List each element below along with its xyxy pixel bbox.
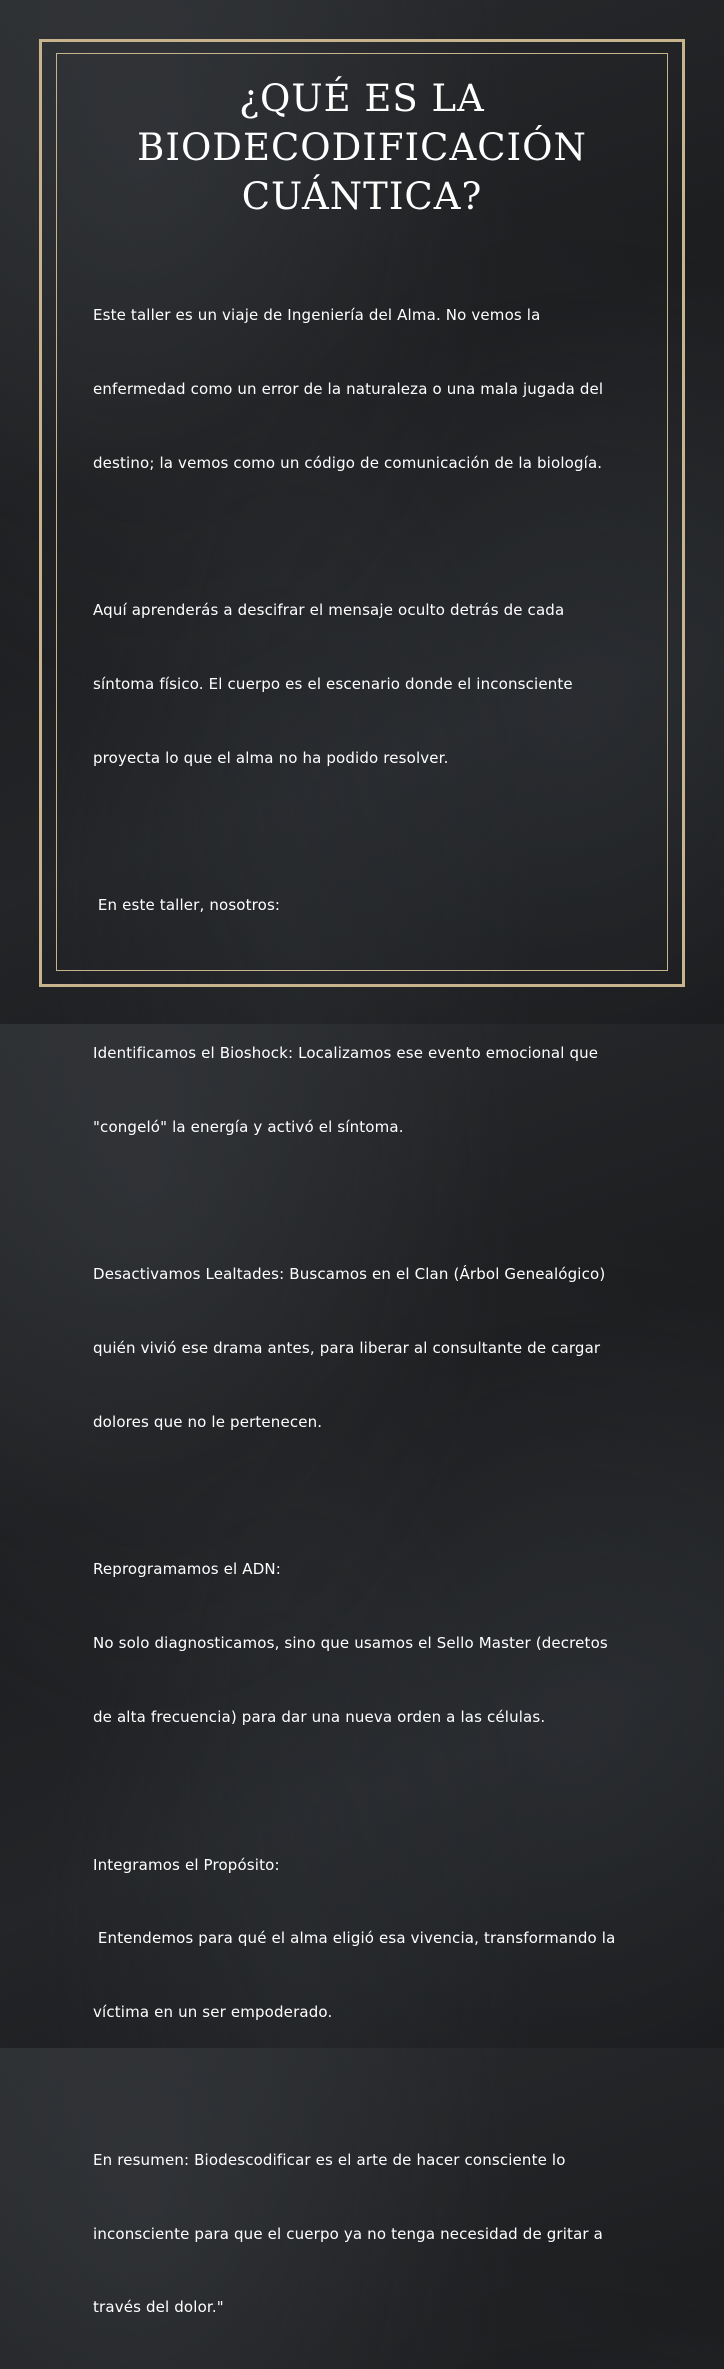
text-line: través del dolor." — [93, 2298, 224, 2317]
text-line: Desactivamos Lealtades: Buscamos en el Clan (Árbol Genealógico) — [93, 1265, 606, 1284]
text-line: Reprogramamos el ADN: — [93, 1560, 281, 1579]
paragraph-resumen — [93, 2099, 653, 2369]
text-line: "congeló" la energía y activó el síntoma. — [93, 1117, 404, 1136]
paragraph-learn — [93, 549, 653, 820]
text-line: Este taller es un viaje de Ingeniería del Alma. No vemos la — [93, 306, 541, 325]
paragraph-proposito — [93, 1803, 653, 2074]
paragraph-intro — [93, 254, 653, 525]
page-title — [70, 74, 654, 221]
text-line: No solo diagnosticamos, sino que usamos el Sello Master (decretos — [93, 1634, 608, 1653]
text-line: Aquí aprenderás a descifrar el mensaje oculto detrás de cada — [93, 601, 565, 620]
title-line-2: BIODECODIFICACIÓN — [137, 126, 587, 169]
text-line: síntoma físico. El cuerpo es el escenario donde el inconsciente — [93, 675, 573, 694]
text-line: En este taller, nosotros: — [93, 896, 281, 915]
text-line: Identificamos el Bioshock: Localizamos ese evento emocional que — [93, 1044, 599, 1062]
paragraph-workshop-intro — [93, 844, 653, 967]
body-text — [93, 254, 653, 2369]
text-line: víctima en un ser empoderado. — [93, 2003, 333, 2022]
text-line: de alta frecuencia) para dar una nueva orden a las células. — [93, 1708, 546, 1727]
text-line: Integramos el Propósito: — [93, 1855, 280, 1874]
text-line: destino; la vemos como un código de comunicación de la biología. — [93, 453, 603, 472]
text-line: proyecta lo que el alma no ha podido resolver. — [93, 748, 449, 767]
title-line-3: CUÁNTICA? — [241, 175, 483, 218]
text-line: Entendemos para qué el alma eligió esa vivencia, transformando la — [93, 1929, 616, 1948]
text-line: enfermedad como un error de la naturaleza o una mala jugada del — [93, 379, 604, 398]
paragraph-adn — [93, 1508, 653, 1779]
text-line: inconsciente para que el cuerpo ya no tenga necesidad de gritar a — [93, 2224, 604, 2243]
text-line: dolores que no le pertenecen. — [93, 1412, 323, 1431]
text-line: En resumen: Biodescodificar es el arte de hacer consciente lo — [93, 2150, 566, 2169]
paragraph-bioshock — [93, 992, 653, 1189]
paragraph-lealtades — [93, 1213, 653, 1484]
text-line: quién vivió ese drama antes, para liberar al consultante de cargar — [93, 1339, 601, 1358]
title-line-1: ¿QUÉ ES LA — [239, 77, 485, 120]
